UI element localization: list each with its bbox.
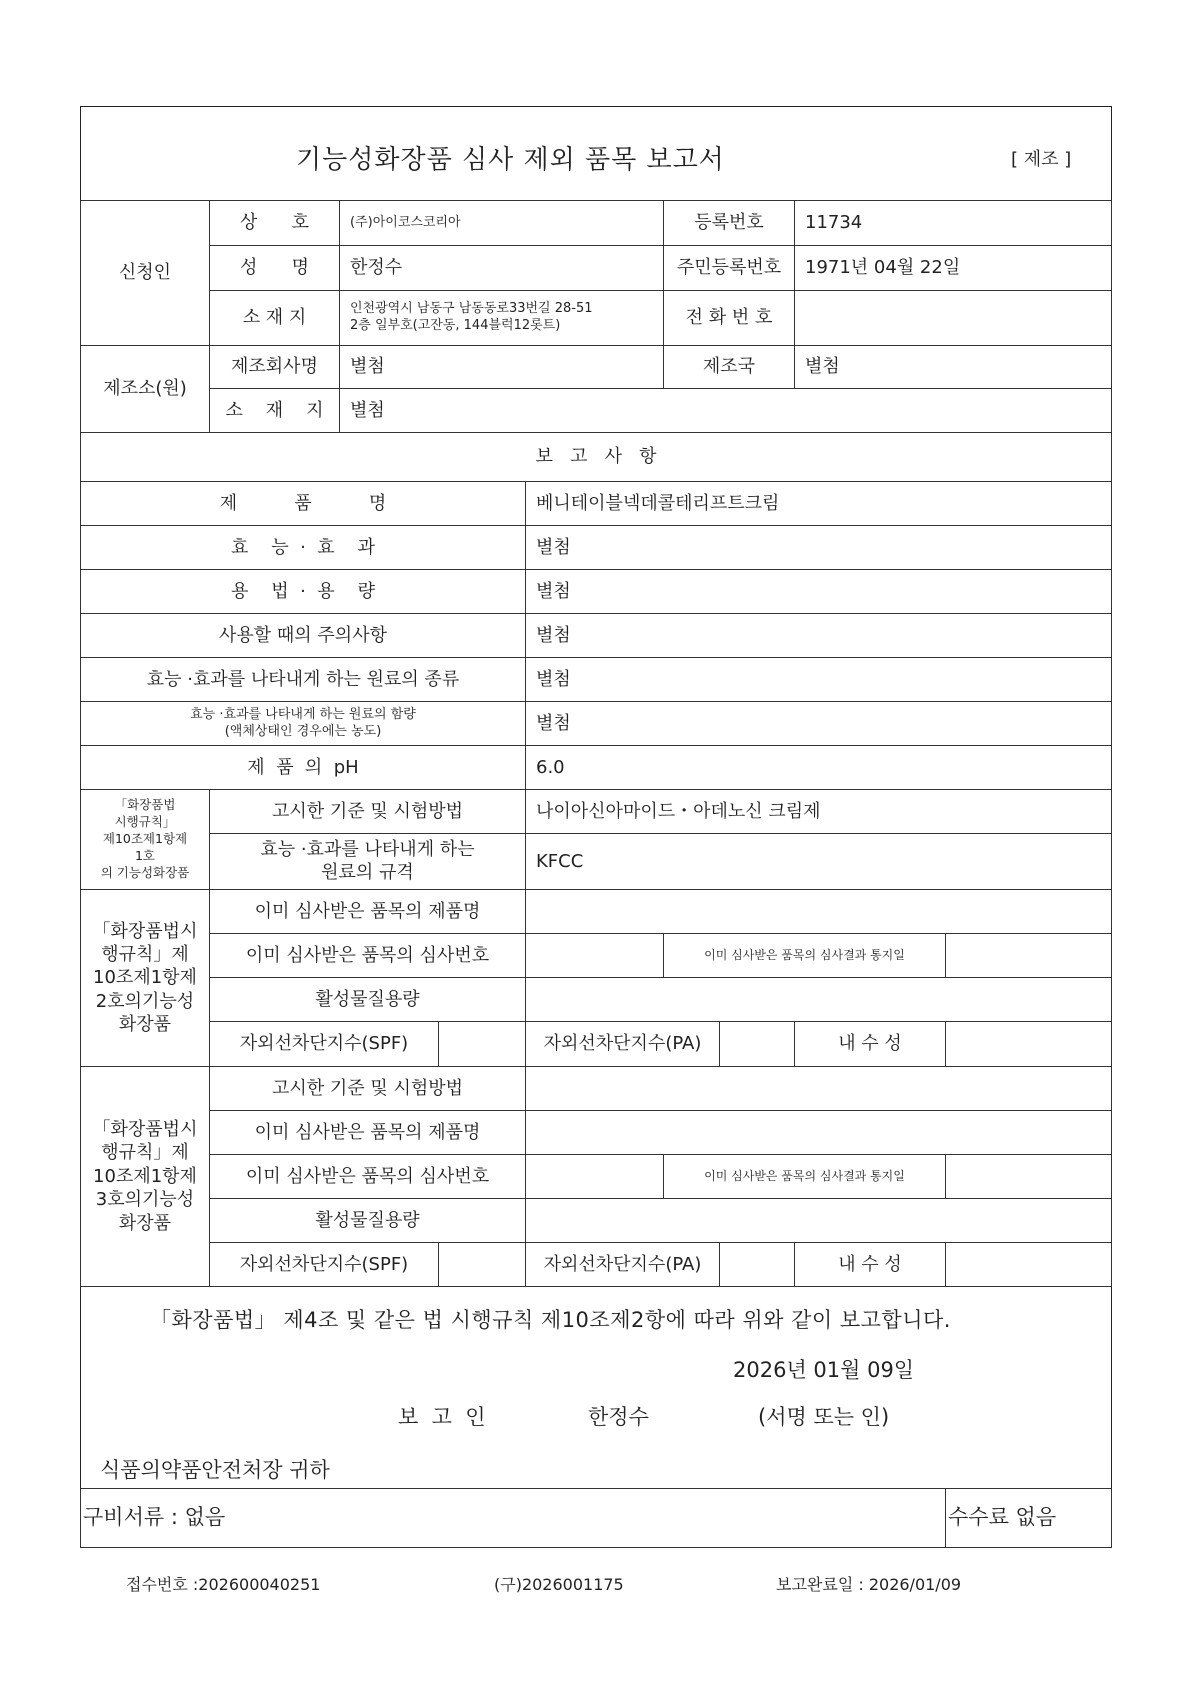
clause1-spec-value: KFCC [525,833,1112,890]
reporter-label: 보 고 인 [398,1405,486,1429]
clause1-side-line-2: 시행규칙」 [114,814,176,830]
name-label: 성 명 [209,245,340,291]
clause3-active-label: 활성물질용량 [209,1198,526,1243]
address-line-2: 2층 일부호(고잔동, 144블럭12롯트) [350,318,561,333]
address-label: 소 재 지 [209,290,340,346]
old-number: (구)2026001175 [494,1575,624,1594]
recipient: 식품의약품안전처장 귀하 [100,1458,330,1482]
ph-value: 6.0 [525,745,1112,790]
report-header: 보 고 사 항 [80,432,1112,482]
applicant-section-label: 신청인 [80,200,210,346]
clause3-water-label: 내 수 성 [794,1242,946,1287]
clause3-reviewed-no-label: 이미 심사받은 품목의 심사번호 [209,1154,526,1199]
clause1-spec-label-line-1: 효능 ·효과를 나타내게 하는 [260,839,475,860]
clause3-standard-value [525,1066,1112,1111]
clause1-side-line-4: 1호 [134,847,156,863]
completion-date: 보고완료일 : 2026/01/09 [776,1575,962,1594]
receipt-number: 접수번호 :202600040251 [126,1575,321,1594]
clause2-notice-date-value [945,933,1112,978]
ingredient-amount-label [80,701,526,746]
clause3-side-line-4: 3호의기능성 [95,1189,195,1211]
clause3-side-line-3: 10조제1항제 [93,1165,197,1187]
phone-label: 전 화 번 호 [663,290,795,346]
clause3-notice-date-value [945,1154,1112,1199]
signature-note: (서명 또는 인) [758,1405,890,1429]
clause3-spf-value [438,1242,526,1287]
clause3-standard-label: 고시한 기준 및 시험방법 [209,1066,526,1111]
clause2-reviewed-name-value [525,889,1112,934]
clause2-reviewed-no-value [525,933,664,978]
clause3-side-line-5: 화장품 [118,1212,172,1234]
attachments-documents: 구비서류 : 없음 [80,1488,946,1548]
address-value [339,290,664,346]
clause3-pa-value [719,1242,795,1287]
resident-no-label: 주민등록번호 [663,245,795,291]
address-line-1: 인천광역시 남동구 남동동로33번길 28-51 [350,301,593,317]
clause3-side-line-1: 「화장품법시 [92,1119,198,1141]
clause1-standard-value: 나이아신아마이드・아데노신 크림제 [525,789,1112,834]
reg-no-value: 11734 [794,200,1112,246]
resident-no-value: 1971년 04월 22일 [794,245,1112,291]
clause2-pa-value [719,1021,795,1067]
clause2-side-line-1: 「화장품법시 [92,920,198,942]
name-value: 한정수 [339,245,664,291]
clause2-reviewed-name-label: 이미 심사받은 품목의 제품명 [209,889,526,934]
usage-value: 별첨 [525,569,1112,614]
ingredient-amount-label-line-2: (액체상태인 경우에는 농도) [224,723,382,739]
ingredient-amount-value: 별첨 [525,701,1112,746]
clause2-water-value [945,1021,1112,1067]
clause1-side-label [80,789,210,890]
clause2-active-label: 활성물질용량 [209,977,526,1022]
reporter-name: 한정수 [588,1405,649,1429]
clause2-active-value [525,977,1112,1022]
manufacturer-address-label: 소 재 지 [209,388,340,433]
clause1-side-line-1: 「화장품법 [114,797,176,813]
clause1-spec-label-line-2: 원료의 규격 [321,861,414,883]
declaration-date: 2026년 01월 09일 [733,1358,915,1382]
clause2-side-label [80,889,210,1067]
clause2-spf-label: 자외선차단지수(SPF) [209,1021,439,1067]
clause3-active-value [525,1198,1112,1243]
document-title: 기능성화장품 심사 제외 품목 보고서 [296,145,725,175]
manufacturer-country-value: 별첨 [794,345,1112,389]
clause3-spf-label: 자외선차단지수(SPF) [209,1242,439,1287]
manufacturer-company-value: 별첨 [339,345,664,389]
clause1-side-line-3: 제10조제1항제 [102,831,188,847]
manufacturer-address-value: 별첨 [339,388,1112,433]
clause2-spf-value [438,1021,526,1067]
clause2-pa-label: 자외선차단지수(PA) [525,1021,720,1067]
clause3-notice-date-label: 이미 심사받은 품목의 심사결과 통지일 [663,1154,946,1199]
clause2-water-label: 내 수 성 [794,1021,946,1067]
ingredient-amount-label-line-1: 효능 ·효과를 나타내게 하는 원료의 함량 [190,706,416,722]
clause1-spec-label [209,833,526,890]
declaration-statement: 「화장품법」 제4조 및 같은 법 시행규칙 제10조제2항에 따라 위와 같이 보고합니다. [150,1308,951,1332]
clause3-water-value [945,1242,1112,1287]
usage-label: 용 법 · 용 량 [80,569,526,614]
document-type-tag: [ 제조 ] [1011,149,1072,170]
clause2-side-line-4: 2호의기능성 [95,990,195,1012]
company-label: 상 호 [209,200,340,246]
clause2-notice-date-label: 이미 심사받은 품목의 심사결과 통지일 [663,933,946,978]
company-value: (주)아이코스코리아 [339,200,664,246]
clause3-pa-label: 자외선차단지수(PA) [525,1242,720,1287]
product-name-label: 제 품 명 [80,481,526,526]
ph-label: 제 품 의 pH [80,745,526,790]
ingredient-type-label: 효능 ·효과를 나타내게 하는 원료의 종류 [80,657,526,702]
caution-label: 사용할 때의 주의사항 [80,613,526,658]
product-name-value: 베니테이블넥데콜테리프트크림 [525,481,1112,526]
clause3-reviewed-name-value [525,1110,1112,1155]
manufacturer-company-label: 제조회사명 [209,345,340,389]
efficacy-label: 효 능 · 효 과 [80,525,526,570]
clause3-reviewed-name-label: 이미 심사받은 품목의 제품명 [209,1110,526,1155]
clause2-side-line-5: 화장품 [118,1014,172,1036]
clause1-side-line-5: 의 기능성화장품 [100,864,190,880]
manufacturer-section-label: 제조소(원) [80,345,210,433]
clause3-side-line-2: 행규칙」제 [101,1142,189,1164]
manufacturer-country-label: 제조국 [663,345,795,389]
clause3-side-label [80,1066,210,1287]
clause2-side-line-2: 행규칙」제 [101,943,189,965]
clause1-standard-label: 고시한 기준 및 시험방법 [209,789,526,834]
clause2-side-line-3: 10조제1항제 [93,967,197,989]
efficacy-value: 별첨 [525,525,1112,570]
ingredient-type-value: 별첨 [525,657,1112,702]
clause2-reviewed-no-label: 이미 심사받은 품목의 심사번호 [209,933,526,978]
clause3-reviewed-no-value [525,1154,664,1199]
reg-no-label: 등록번호 [663,200,795,246]
caution-value: 별첨 [525,613,1112,658]
phone-value [794,290,1112,346]
attachments-fee: 수수료 없음 [945,1488,1112,1548]
